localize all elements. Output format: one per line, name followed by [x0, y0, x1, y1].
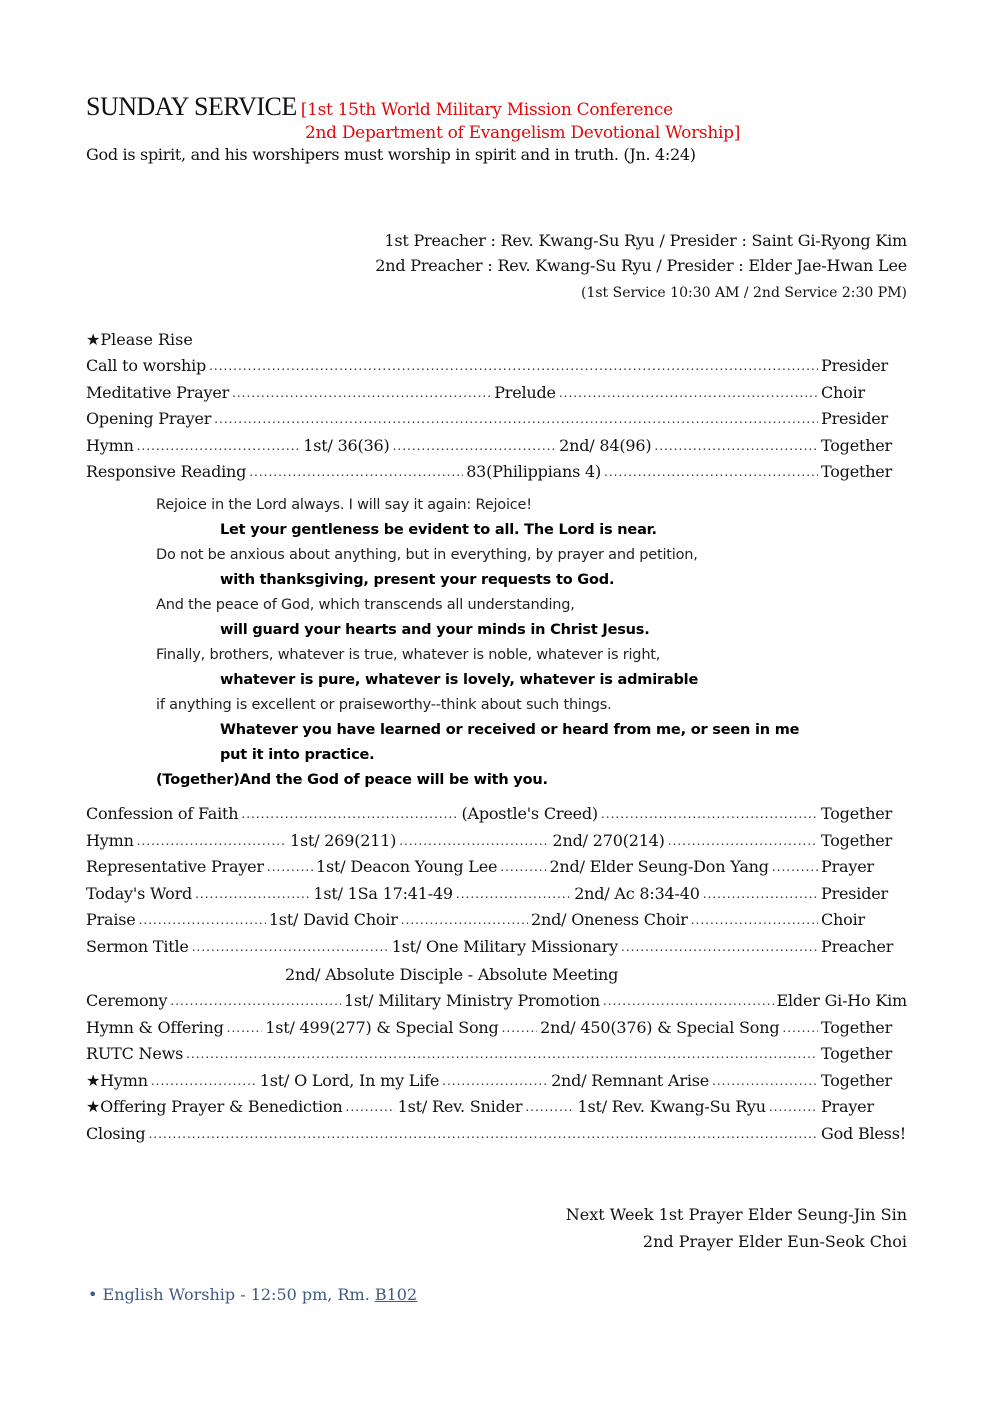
dot-leader [170, 992, 341, 1006]
order-item-detail: 2nd/ Elder Seung-Don Yang [549, 857, 769, 877]
order-item-label: ★Offering Prayer & Benediction [86, 1097, 343, 1117]
congregation-line: (Together)And the God of peace will be with you. [156, 772, 548, 788]
order-item-detail: 1st/ 1Sa 17:41-49 [313, 883, 453, 903]
order-item-detail: 1st/ 269(211) [289, 830, 397, 850]
dot-leader [782, 1019, 818, 1033]
sermon-title-2nd: 2nd/ Absolute Disciple - Absolute Meeting [285, 965, 619, 984]
dot-leader [209, 357, 818, 371]
dot-leader [691, 911, 818, 925]
dot-leader [192, 938, 389, 952]
please-rise-note: ★Please Rise [86, 330, 193, 349]
order-item-detail: 1st/ O Lord, In my Life [259, 1070, 440, 1090]
bullet-icon: • [88, 1285, 98, 1304]
order-item-label: Praise [86, 910, 136, 930]
order-item-detail: 83(Philippians 4) [466, 462, 601, 482]
order-item-detail: 1st/ Rev. Snider [397, 1097, 523, 1117]
order-item-role: Prayer [821, 857, 874, 877]
congregation-line: Let your gentleness be evident to all. The Lord is near. [220, 522, 657, 538]
dot-leader [654, 437, 818, 451]
dot-leader [703, 885, 818, 899]
dot-leader [137, 437, 301, 451]
order-item-role: Together [820, 435, 893, 455]
order-item-role: Together [821, 1044, 893, 1064]
service-times: (1st Service 10:30 AM / 2nd Service 2:30 PM) [581, 285, 907, 301]
dot-leader [456, 885, 571, 899]
dot-leader [195, 885, 310, 899]
page-title [86, 92, 673, 122]
dot-leader [603, 992, 774, 1006]
dot-leader [214, 410, 818, 424]
order-item-role: Together [821, 804, 893, 823]
leader-line: Finally, brothers, whatever is true, whatever is noble, whatever is right, [156, 647, 661, 663]
order-item [86, 884, 907, 906]
order-item-label: Hymn & Offering [86, 1017, 224, 1037]
order-item-label: ★Hymn [86, 1070, 148, 1090]
order-item [86, 436, 907, 458]
order-item-label: Hymn [86, 435, 134, 455]
dot-leader [399, 832, 549, 846]
order-item-role: God Bless! [821, 1124, 906, 1143]
room-link[interactable]: B102 [374, 1285, 418, 1304]
order-item [86, 1044, 907, 1066]
order-item-role: Preacher [821, 937, 894, 956]
dot-leader [249, 463, 463, 477]
dot-leader [604, 463, 818, 477]
order-item-label: Representative Prayer [86, 857, 264, 877]
order-item-role: Choir [821, 910, 865, 930]
order-item-role: Presider [821, 883, 888, 903]
order-item [86, 1124, 907, 1146]
dot-leader [525, 1098, 574, 1112]
order-item-detail: 2nd/ 84(96) [559, 435, 652, 455]
order-item-role: Choir [821, 382, 865, 402]
leader-line: And the peace of God, which transcends all understanding, [156, 597, 575, 613]
dot-leader [668, 832, 818, 846]
order-item-label: Opening Prayer [86, 409, 212, 429]
dot-leader [151, 1072, 257, 1086]
congregation-line: put it into practice. [220, 747, 375, 763]
order-item [86, 383, 907, 405]
order-item-detail: 1st/ 36(36) [303, 435, 390, 455]
order-item-role: Together [821, 462, 893, 482]
dot-leader [601, 805, 818, 819]
order-item-role: Together [821, 830, 893, 850]
dot-leader [442, 1072, 548, 1086]
order-item-detail: Prelude [494, 382, 556, 402]
order-item [86, 937, 907, 959]
order-item-label: Meditative Prayer [86, 382, 230, 402]
order-item-detail: 1st/ Military Ministry Promotion [343, 991, 600, 1010]
dot-leader [769, 1098, 818, 1112]
order-item-detail: 2nd/ Remnant Arise [551, 1070, 710, 1090]
order-item-role: Elder Gi-Ho Kim [776, 991, 907, 1010]
dot-leader [241, 805, 458, 819]
order-item-role: Presider [821, 356, 888, 375]
order-item [86, 1071, 907, 1093]
order-item [86, 857, 907, 879]
dot-leader [772, 858, 818, 872]
order-item-role: Prayer [820, 1097, 874, 1117]
order-item-label: RUTC News [86, 1044, 184, 1064]
dot-leader [621, 938, 818, 952]
dot-leader [186, 1045, 818, 1059]
order-item-role: Presider [821, 409, 888, 429]
dot-leader [500, 858, 546, 872]
dot-leader [401, 911, 528, 925]
order-item-detail: 1st/ 499(277) & Special Song [265, 1017, 499, 1037]
order-item-detail: 1st/ Rev. Kwang-Su Ryu [577, 1097, 766, 1117]
order-item-label: Confession of Faith [86, 804, 239, 823]
order-item [86, 356, 907, 378]
dot-leader [502, 1019, 538, 1033]
order-item [86, 1097, 907, 1119]
theme-verse: God is spirit, and his worshipers must worship in spirit and in truth. (Jn. 4:24) [86, 145, 696, 164]
order-item [86, 462, 907, 484]
order-item-detail: 2nd/ Oneness Choir [531, 910, 688, 930]
order-item-role: Together [821, 1017, 893, 1037]
congregation-line: whatever is pure, whatever is lovely, whatever is admirable [220, 672, 699, 688]
dot-leader [137, 832, 287, 846]
leader-line: Do not be anxious about anything, but in everything, by prayer and petition, [156, 547, 698, 563]
preacher-line-1: 1st Preacher : Rev. Kwang-Su Ryu / Presider : Saint Gi-Ryong Kim [384, 231, 907, 250]
dot-leader [267, 858, 313, 872]
preacher-line-2: 2nd Preacher : Rev. Kwang-Su Ryu / Presider : Elder Jae-Hwan Lee [375, 256, 907, 275]
dot-leader [148, 1125, 818, 1139]
dot-leader [559, 384, 818, 398]
dot-leader [346, 1098, 395, 1112]
leader-line: if anything is excellent or praiseworthy--think about such things. [156, 697, 612, 713]
order-item [86, 831, 907, 853]
next-week-prayer-2: 2nd Prayer Elder Eun-Seok Choi [642, 1232, 907, 1251]
order-item [86, 1018, 907, 1040]
congregation-line: will guard your hearts and your minds in Christ Jesus. [220, 622, 650, 638]
english-worship-text: English Worship - 12:50 pm, Rm. [102, 1285, 375, 1304]
congregation-line: with thanksgiving, present your requests to God. [220, 572, 615, 588]
order-item-label: Ceremony [86, 991, 168, 1010]
dot-leader [232, 384, 491, 398]
order-item-label: Responsive Reading [86, 462, 247, 482]
order-item-detail: 1st/ One Military Missionary [391, 937, 619, 956]
order-item [86, 910, 907, 932]
order-item-label: Call to worship [86, 356, 207, 375]
title-subtitle-line1: [1st 15th World Military Mission Conference [300, 100, 673, 120]
dot-leader [712, 1072, 818, 1086]
order-item-label: Closing [86, 1124, 146, 1143]
dot-leader [139, 911, 266, 925]
order-item [86, 804, 907, 826]
order-item-detail: 1st/ David Choir [268, 910, 398, 930]
dot-leader [393, 437, 557, 451]
order-item [86, 991, 907, 1013]
order-item-detail: 2nd/ 270(214) [552, 830, 665, 850]
order-item-detail: 1st/ Deacon Young Lee [316, 857, 498, 877]
dot-leader [227, 1019, 263, 1033]
congregation-line: Whatever you have learned or received or heard from me, or seen in me [220, 722, 800, 738]
order-item-role: Together [820, 1070, 893, 1090]
order-item-detail: 2nd/ Ac 8:34-40 [574, 883, 700, 903]
order-item-label: Hymn [86, 830, 134, 850]
english-worship-notice [88, 1285, 417, 1304]
next-week-prayer-1: Next Week 1st Prayer Elder Seung-Jin Sin [565, 1205, 907, 1224]
order-item-detail: 2nd/ 450(376) & Special Song [540, 1017, 780, 1037]
order-item-detail: (Apostle's Creed) [461, 804, 598, 823]
title-subtitle-line2: 2nd Department of Evangelism Devotional Worship] [305, 123, 741, 143]
leader-line: Rejoice in the Lord always. I will say it again: Rejoice! [156, 497, 532, 513]
title-main: SUNDAY SERVICE [86, 92, 297, 121]
order-item [86, 409, 907, 431]
order-item-label: Sermon Title [86, 937, 189, 956]
order-item-label: Today's Word [86, 883, 193, 903]
